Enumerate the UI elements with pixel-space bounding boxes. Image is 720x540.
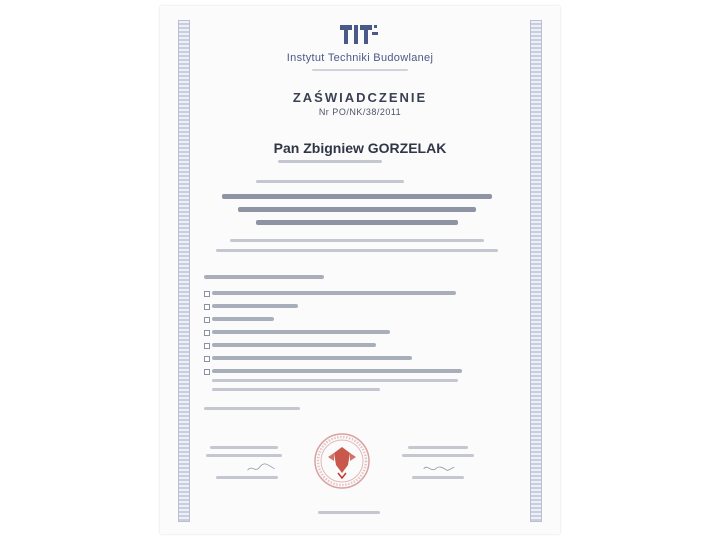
left-signatory-title xyxy=(206,454,282,457)
program-intro-line xyxy=(204,275,324,279)
course-title-line xyxy=(222,194,492,199)
institute-name: Instytut Techniki Budowlanej xyxy=(286,52,434,64)
list-bullet xyxy=(204,317,210,323)
list-item-continued xyxy=(212,388,380,391)
right-signatory-title xyxy=(402,454,474,457)
list-item xyxy=(212,304,298,308)
list-item xyxy=(212,343,376,347)
list-item xyxy=(212,291,456,295)
list-item xyxy=(212,356,412,360)
list-item xyxy=(212,317,274,321)
list-bullet xyxy=(204,304,210,310)
recipient-name: Pan Zbigniew GORZELAK xyxy=(273,140,447,156)
left-signatory-name xyxy=(216,476,278,479)
right-signatory-title xyxy=(408,446,468,449)
list-bullet xyxy=(204,356,210,362)
right-signature-icon xyxy=(422,462,456,474)
certificate-number: Nr PO/NK/38/2011 xyxy=(318,107,402,117)
right-signatory-name xyxy=(412,476,464,479)
recipient-subline xyxy=(278,160,382,163)
certificate-title: ZAŚWIADCZENIE xyxy=(292,90,428,105)
official-seal-icon xyxy=(312,431,372,491)
intro-line xyxy=(256,180,404,183)
list-item xyxy=(212,369,462,373)
left-signatory-title xyxy=(210,446,278,449)
list-bullet xyxy=(204,291,210,297)
list-bullet xyxy=(204,369,210,375)
course-title-line xyxy=(238,207,476,212)
duration-line xyxy=(204,407,300,410)
course-title-line xyxy=(256,220,458,225)
place-and-date xyxy=(318,511,380,514)
list-bullet xyxy=(204,343,210,349)
institute-header xyxy=(160,22,560,73)
institute-tagline xyxy=(160,67,560,73)
list-bullet xyxy=(204,330,210,336)
certificate-page xyxy=(160,6,560,534)
course-details-line xyxy=(230,239,484,242)
list-item-continued xyxy=(212,379,458,382)
list-item xyxy=(212,330,390,334)
course-details-line xyxy=(216,249,498,252)
itb-logo-icon xyxy=(338,22,382,46)
left-signature-icon xyxy=(246,462,276,474)
